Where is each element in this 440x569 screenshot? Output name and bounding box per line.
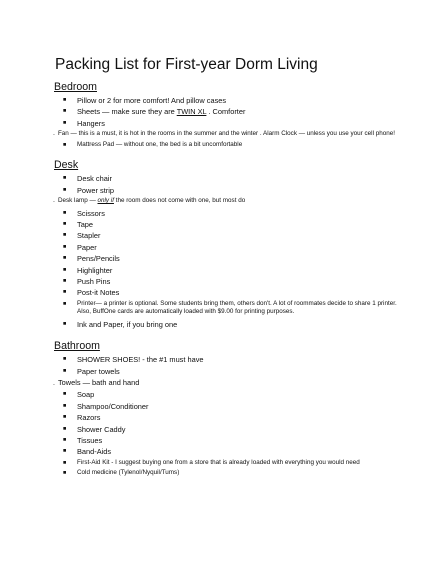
item-text: First-Aid Kit - I suggest buying one from a store that is already loaded with everything you would need — [77, 458, 360, 466]
list-item — [53, 389, 403, 400]
item-text: Push Pins — [77, 276, 111, 286]
list-item — [53, 230, 403, 241]
item-text: Shower Caddy — [77, 424, 126, 434]
list-item — [53, 469, 403, 478]
item-text: SHOWER SHOES! - the #1 must have — [77, 355, 204, 365]
item-text: Mattress Pad — without one, the bed is a bit uncomfortable — [77, 140, 243, 148]
item-text — [77, 107, 245, 116]
item-text-emphasis: only if — [97, 197, 114, 205]
bedroom-list — [53, 95, 403, 149]
item-text-part: Desk lamp — — [57, 197, 98, 205]
list-item — [53, 319, 403, 330]
square-bullet-icon: ■ — [63, 459, 67, 466]
list-item — [53, 219, 403, 230]
item-text: Towels — bath and hand — [57, 378, 140, 387]
square-bullet-icon: ■ — [63, 119, 67, 126]
item-text: Soap — [77, 390, 95, 400]
list-item — [53, 118, 403, 129]
item-text: Shampoo/Conditioner — [77, 401, 149, 411]
item-text: Ink and Paper, if you bring one — [77, 319, 178, 329]
item-text-part: . Comforter — [206, 107, 246, 117]
dot-marker: . — [53, 197, 55, 205]
square-bullet-icon: ■ — [63, 243, 67, 250]
square-bullet-icon: ■ — [63, 232, 67, 239]
list-item — [53, 242, 403, 253]
square-bullet-icon: ■ — [63, 186, 67, 193]
item-text: Post-it Notes — [77, 288, 120, 298]
list-item — [53, 401, 403, 412]
item-text-underlined: TWIN XL — [176, 107, 207, 117]
section-heading-desk: Desk — [54, 159, 79, 172]
document-page — [53, 56, 403, 488]
item-text: Tape — [77, 219, 94, 229]
item-text: Cold medicine (Tylenol/Nyquil/Tums) — [77, 469, 180, 477]
square-bullet-icon: ■ — [63, 448, 67, 455]
item-text: Stapler — [77, 231, 101, 241]
list-item — [53, 446, 403, 457]
square-bullet-icon: ■ — [63, 108, 67, 115]
list-item — [53, 185, 403, 196]
list-item — [53, 377, 403, 389]
square-bullet-icon: ■ — [63, 437, 67, 444]
square-bullet-icon: ■ — [63, 220, 67, 227]
list-item — [53, 300, 403, 317]
list-item — [53, 435, 403, 446]
bathroom-list — [53, 354, 403, 478]
item-text: Printer— a printer is optional. Some students bring them, others don't. A lot of roommates decide to share 1 printer. Also, BuffOne cards are automatically loaded with $9.00 for printing purposes. — [77, 299, 397, 316]
square-bullet-icon: ■ — [63, 425, 67, 432]
page-title: Packing List for First-year Dorm Living — [55, 56, 318, 73]
square-bullet-icon: ■ — [63, 277, 67, 284]
dot-marker: . — [53, 380, 55, 387]
item-text: Razors — [77, 413, 101, 423]
item-text: Paper — [77, 242, 97, 252]
list-item — [53, 208, 403, 219]
item-text: Hangers — [77, 118, 105, 128]
list-item — [53, 197, 403, 206]
section-heading-bathroom: Bathroom — [54, 340, 100, 353]
list-item — [53, 106, 403, 117]
item-text: Band-Aids — [77, 447, 112, 457]
square-bullet-icon: ■ — [63, 255, 67, 262]
square-bullet-icon: ■ — [63, 300, 67, 307]
square-bullet-icon: ■ — [63, 367, 67, 374]
list-item — [53, 366, 403, 377]
square-bullet-icon: ■ — [63, 414, 67, 421]
square-bullet-icon: ■ — [63, 266, 67, 273]
item-text: Paper towels — [77, 366, 120, 376]
square-bullet-icon: ■ — [63, 141, 67, 148]
list-item — [53, 265, 403, 276]
section-heading-bedroom: Bedroom — [54, 81, 97, 93]
list-item — [53, 287, 403, 298]
item-text-part: the room does not come with one, but most do — [113, 197, 246, 205]
dot-marker: . — [53, 130, 55, 138]
list-item — [53, 424, 403, 435]
list-item — [53, 173, 403, 184]
list-item — [53, 276, 403, 287]
square-bullet-icon: ■ — [63, 320, 67, 327]
item-text: Pens/Pencils — [77, 254, 120, 264]
square-bullet-icon: ■ — [63, 97, 67, 103]
item-text: Power strip — [77, 185, 114, 195]
square-bullet-icon: ■ — [63, 209, 67, 216]
item-text: Scissors — [77, 208, 105, 218]
item-text: Desk chair — [77, 174, 112, 184]
square-bullet-icon: ■ — [63, 391, 67, 398]
item-text: Fan — this is a must, it is hot in the rooms in the summer and the winter . Alarm Clock — unless you use your cell phone! — [57, 130, 395, 138]
list-item — [53, 459, 403, 468]
item-text-part: Sheets — make sure they are — [77, 107, 177, 117]
list-item — [53, 141, 403, 150]
square-bullet-icon: ■ — [63, 470, 67, 477]
list-item — [53, 95, 403, 106]
item-text: Tissues — [77, 436, 103, 446]
square-bullet-icon: ■ — [63, 289, 67, 296]
item-text: Highlighter — [77, 265, 113, 275]
square-bullet-icon: ■ — [63, 175, 67, 182]
square-bullet-icon: ■ — [63, 356, 67, 363]
list-item — [53, 412, 403, 423]
desk-list — [53, 173, 403, 330]
list-item — [53, 354, 403, 365]
item-text: Pillow or 2 for more comfort! And pillow cases — [77, 96, 227, 105]
square-bullet-icon: ■ — [63, 402, 67, 409]
list-item — [53, 130, 403, 139]
list-item — [53, 253, 403, 264]
